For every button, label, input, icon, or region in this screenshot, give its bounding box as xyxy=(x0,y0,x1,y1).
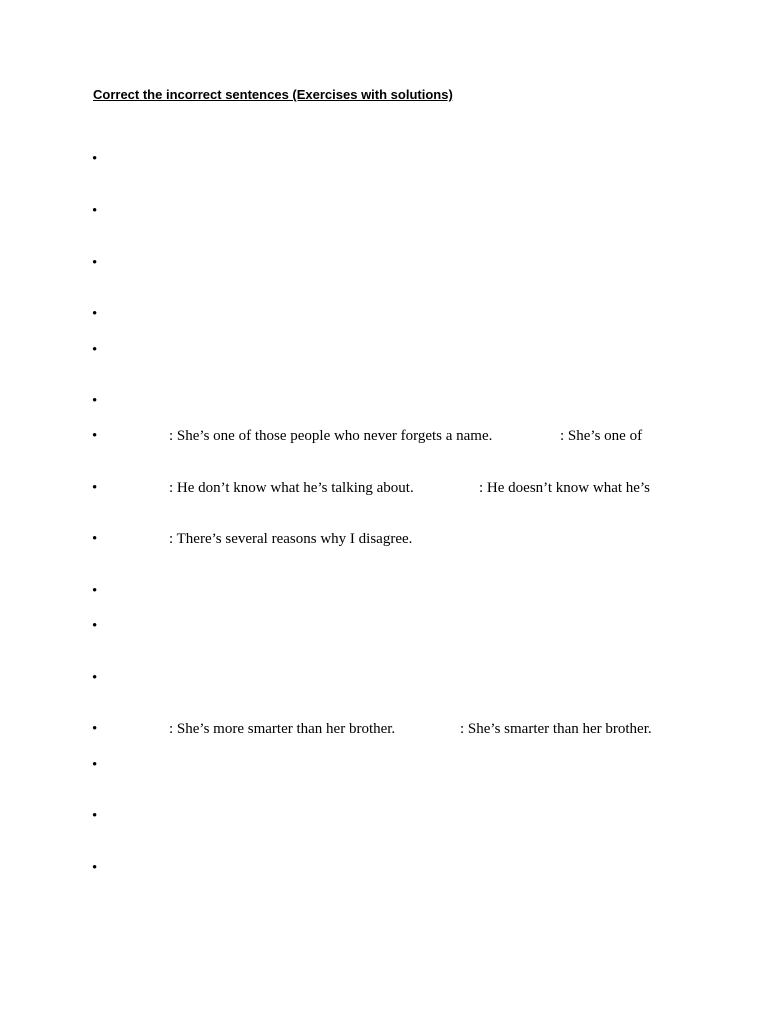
list-bullet: • xyxy=(92,583,98,599)
incorrect-sentence: : She’s one of those people who never forgets a name. xyxy=(169,428,493,444)
list-bullet: • xyxy=(92,203,98,219)
list-bullet: • xyxy=(92,721,98,737)
document-title: Correct the incorrect sentences (Exercises with solutions) xyxy=(93,87,453,102)
incorrect-sentence: : There’s several reasons why I disagree. xyxy=(169,531,413,547)
list-bullet: • xyxy=(92,860,98,876)
list-bullet: • xyxy=(92,151,98,167)
list-bullet: • xyxy=(92,757,98,773)
list-bullet: • xyxy=(92,428,98,444)
list-bullet: • xyxy=(92,670,98,686)
list-bullet: • xyxy=(92,618,98,634)
list-bullet: • xyxy=(92,255,98,271)
corrected-sentence: : She’s one of xyxy=(560,428,643,444)
list-bullet: • xyxy=(92,480,98,496)
list-bullet: • xyxy=(92,808,98,824)
list-bullet: • xyxy=(92,342,98,358)
list-bullet: • xyxy=(92,393,98,409)
list-bullet: • xyxy=(92,306,98,322)
list-bullet: • xyxy=(92,531,98,547)
incorrect-sentence: : He don’t know what he’s talking about. xyxy=(169,480,414,496)
corrected-sentence: : He doesn’t know what he’s xyxy=(479,480,650,496)
corrected-sentence: : She’s smarter than her brother. xyxy=(460,721,652,737)
incorrect-sentence: : She’s more smarter than her brother. xyxy=(169,721,396,737)
